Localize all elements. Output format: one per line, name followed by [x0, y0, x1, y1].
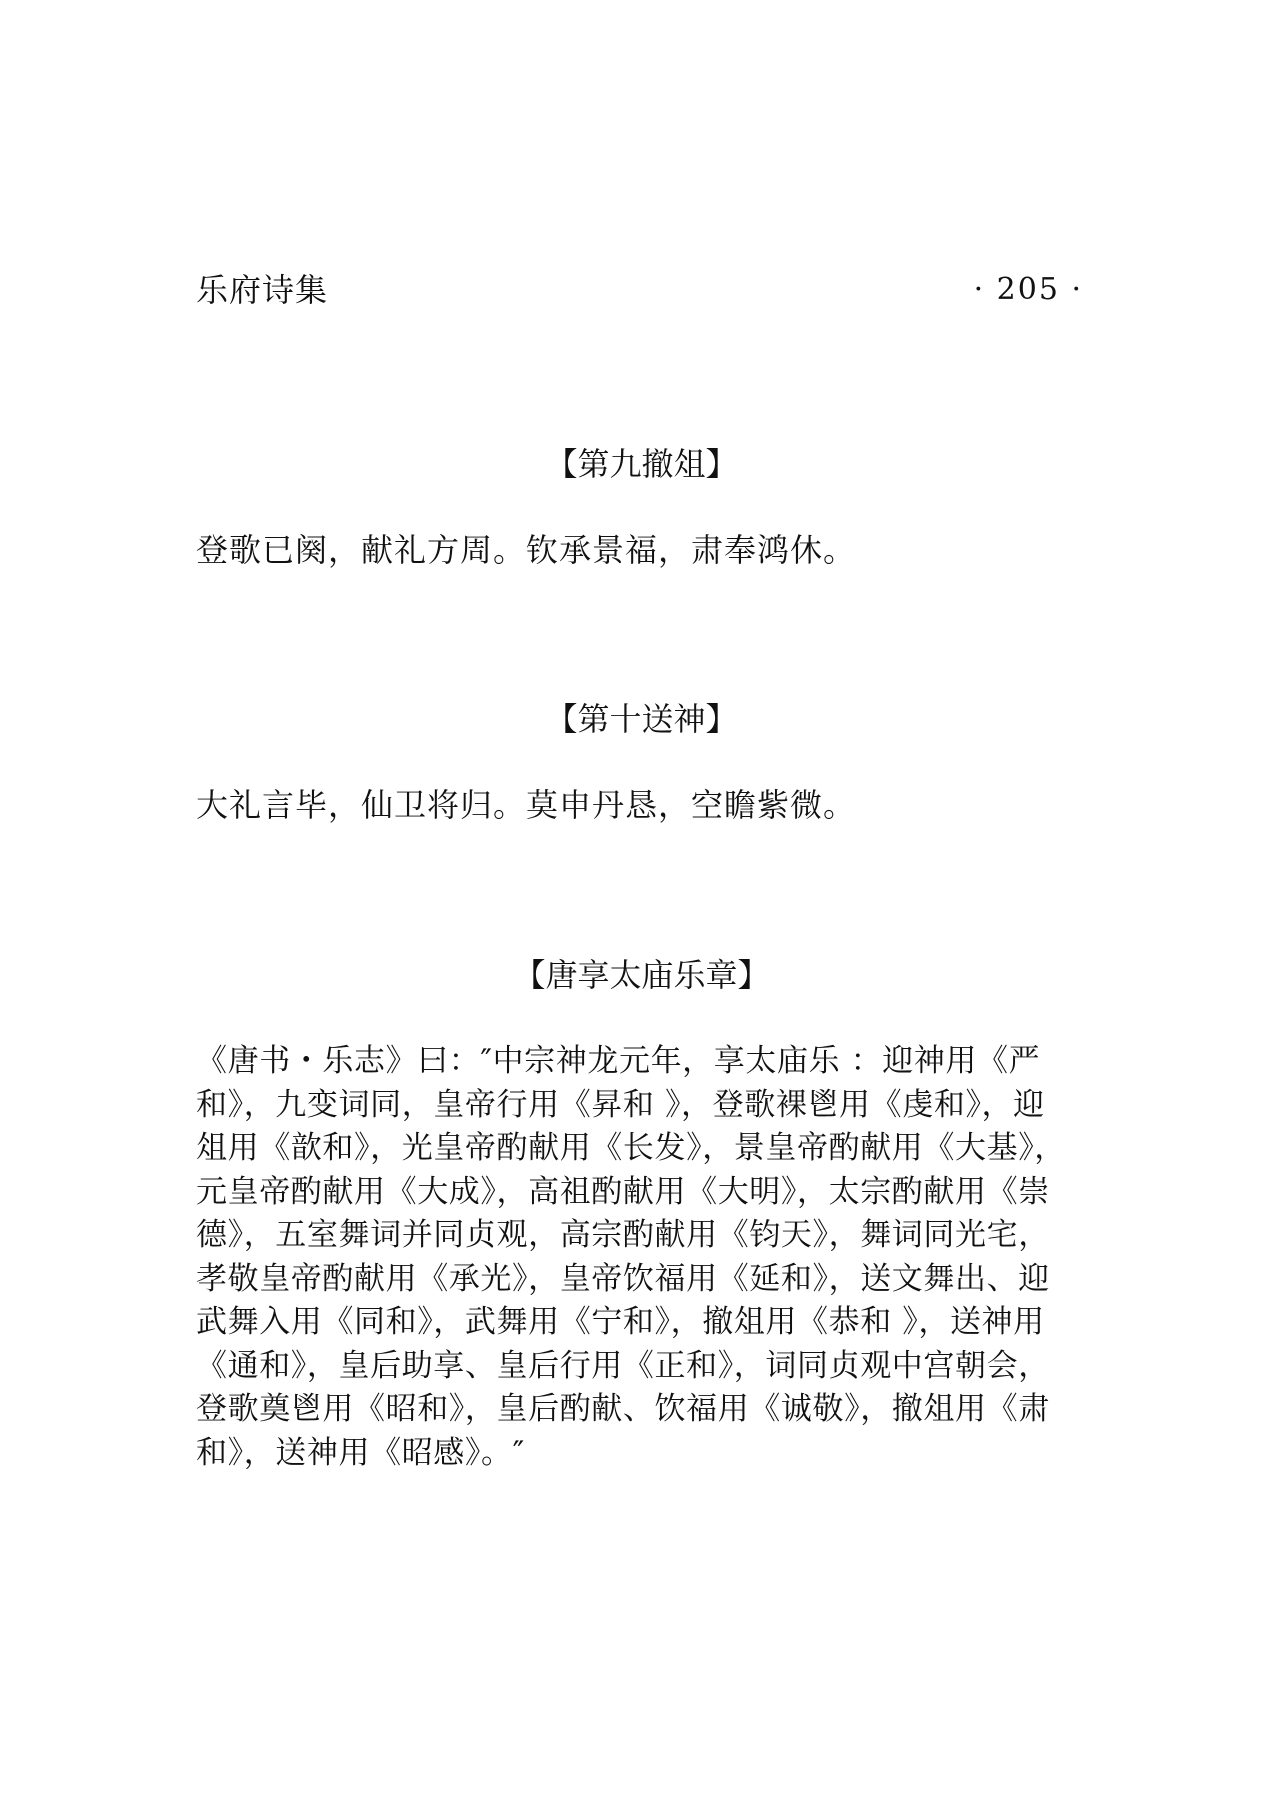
commentary-line: 和》，九变词同，皇帝行用《昇和 》，登歌裸鬯用《虔和》，迎 — [196, 1086, 1045, 1123]
commentary-line: 德》，五室舞词并同贞观，高宗酌献用《钧天》，舞词同光宅， — [196, 1217, 1050, 1253]
commentary-line: 和》，送神用《昭感》。″ — [196, 1434, 525, 1471]
commentary-line: 武舞入用《同和》，武舞用《宁和》，撤俎用《恭和 》，送神用 — [196, 1304, 1045, 1340]
commentary-line: 《通和》，皇后助享、皇后行用《正和》，词同贞观中宫朝会， — [196, 1347, 1050, 1384]
section-title-tenth: 【第十送神】 — [545, 700, 738, 738]
verse-ninth: 登歌已阕，献礼方周。钦承景福，肃奉鸿休。 — [196, 531, 857, 569]
commentary-line: 孝敬皇帝酌献用《承光》，皇帝饮福用《延和》，送文舞出、迎 — [196, 1260, 1050, 1297]
commentary-line: 元皇帝酌献用《大成》，高祖酌献用《大明》，太宗酌献用《崇 — [196, 1173, 1050, 1210]
commentary-line: 登歌奠鬯用《昭和》，皇后酌献、饮福用《诚敬》，撤俎用《肃 — [196, 1391, 1050, 1427]
commentary-line: 俎用《歆和》，光皇帝酌献用《长发》，景皇帝酌献用《大基》， — [196, 1130, 1066, 1166]
commentary-paragraph — [196, 1040, 1086, 1475]
section-title-tang-temple: 【唐享太庙乐章】 — [513, 956, 770, 994]
commentary-line: 《唐书・乐志》曰：″中宗神龙元年，享太庙乐 ：迎神用《严 — [196, 1043, 1041, 1079]
page-number: · 205 · — [973, 272, 1083, 307]
book-title: 乐府诗集 — [196, 271, 329, 309]
verse-tenth: 大礼言毕，仙卫将归。莫申丹恳，空瞻紫微。 — [196, 786, 857, 824]
section-title-ninth: 【第九撤俎】 — [545, 445, 738, 483]
